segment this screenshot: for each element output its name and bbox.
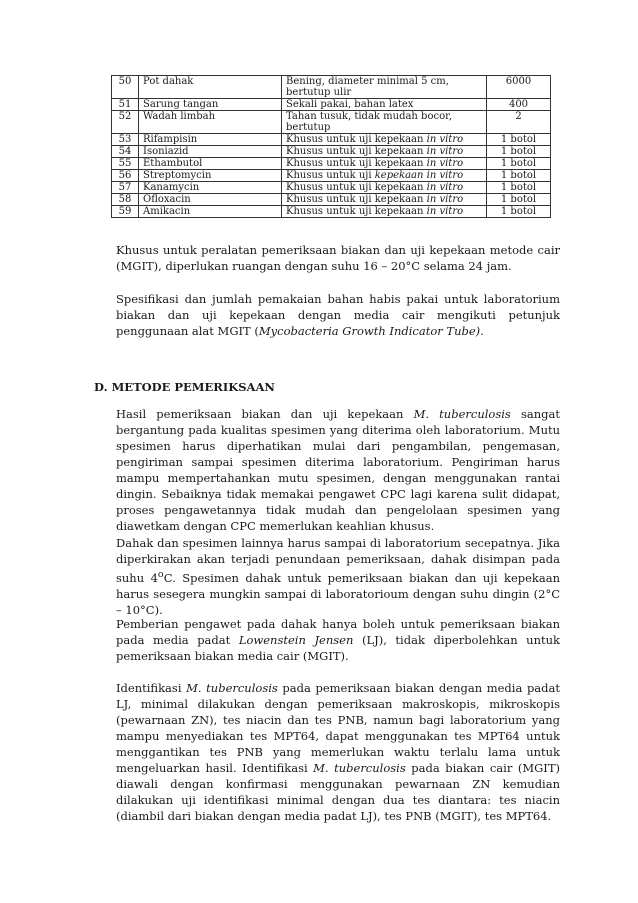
paragraph-italic: M. tuberculosis — [413, 407, 511, 421]
item-quantity: 1 botol — [487, 194, 551, 206]
spec-italic: in vitro — [426, 146, 464, 157]
paragraph-specimen-storage — [116, 535, 560, 618]
item-spec — [282, 158, 487, 170]
section-heading: D. METODE PEMERIKSAAN — [94, 380, 275, 394]
spec-italic: in vitro — [426, 194, 464, 205]
item-spec — [282, 194, 487, 206]
item-name: Wadah limbah — [139, 111, 282, 134]
item-quantity: 1 botol — [487, 158, 551, 170]
item-name: Streptomycin — [139, 170, 282, 182]
item-spec: Bening, diameter minimal 5 cm, bertutup ulir — [282, 76, 487, 99]
item-name: Pot dahak — [139, 76, 282, 99]
paragraph-italic: Lowenstein Jensen — [238, 633, 354, 647]
item-quantity: 6000 — [487, 76, 551, 99]
degree-superscript: o — [157, 569, 164, 580]
item-quantity: 1 botol — [487, 170, 551, 182]
row-number: 59 — [112, 206, 139, 218]
paragraph-text: C. Spesimen dahak untuk pemeriksaan biakan dan uji kepekaan harus sesegera mungkin sampai di laboratorioum dengan suhu dingin (2°C – 10°C). — [116, 570, 561, 617]
item-spec — [282, 146, 487, 158]
spec-italic: in vitro — [426, 182, 464, 193]
spec-text: Khusus untuk uji kepekaan — [286, 134, 427, 145]
item-quantity: 1 botol — [487, 206, 551, 218]
paragraph-italic: M. tuberculosis — [186, 681, 278, 695]
row-number: 52 — [112, 111, 139, 134]
table-row — [112, 170, 551, 182]
paragraph-text: Dahak dan spesimen lainnya harus sampai di laboratorium secepatnya. Jika diperkirakan akan terjadi penundaan pemeriksaan, dahak disimpan pada suhu 4 — [116, 536, 560, 585]
item-quantity: 1 botol — [487, 182, 551, 194]
item-name: Isoniazid — [139, 146, 282, 158]
row-number: 50 — [112, 76, 139, 99]
paragraph-text: Hasil pemeriksaan biakan dan uji kepekaan — [116, 407, 414, 421]
table-row — [112, 76, 551, 99]
paragraph-identification — [116, 680, 560, 824]
paragraph-italic: Mycobacteria Growth Indicator Tube). — [258, 324, 484, 338]
materials-table — [111, 75, 551, 218]
spec-text: Khusus untuk uji kepekaan — [286, 158, 427, 169]
item-name: Sarung tangan — [139, 99, 282, 111]
item-quantity: 1 botol — [487, 146, 551, 158]
item-spec — [282, 170, 487, 182]
item-name: Amikacin — [139, 206, 282, 218]
item-spec: Sekali pakai, bahan latex — [282, 99, 487, 111]
row-number: 56 — [112, 170, 139, 182]
table-row — [112, 206, 551, 218]
table-row — [112, 99, 551, 111]
spec-italic: kepekaan in vitro — [374, 170, 464, 181]
paragraph-preservative — [116, 616, 560, 664]
item-quantity: 1 botol — [487, 134, 551, 146]
spec-text: Khusus untuk uji kepekaan — [286, 182, 427, 193]
table-row — [112, 158, 551, 170]
row-number: 54 — [112, 146, 139, 158]
item-quantity: 400 — [487, 99, 551, 111]
spec-text: Khusus untuk uji kepekaan — [286, 194, 427, 205]
item-spec — [282, 134, 487, 146]
item-quantity: 2 — [487, 111, 551, 134]
paragraph-text: Pemberian pengawet pada dahak hanya boleh untuk pemeriksaan biakan pada media padat — [116, 617, 560, 647]
spec-italic: in vitro — [426, 206, 464, 217]
table-row — [112, 194, 551, 206]
item-name: Kanamycin — [139, 182, 282, 194]
table-row — [112, 111, 551, 134]
row-number: 53 — [112, 134, 139, 146]
paragraph-text: (LJ), tidak diperbolehkan untuk pemeriksaan biakan media cair (MGIT). — [116, 633, 560, 663]
paragraph-italic: M. tuberculosis — [313, 761, 406, 775]
paragraph-text: Identifikasi — [116, 681, 187, 695]
item-spec — [282, 206, 487, 218]
item-name: Ofloxacin — [139, 194, 282, 206]
row-number: 57 — [112, 182, 139, 194]
item-name: Rifampisin — [139, 134, 282, 146]
paragraph-text: sangat bergantung pada kualitas spesimen yang diterima oleh laboratorium. Mutu spesimen harus diperhatikan mulai dari pengambilan, pengemasan, pengiriman sampai spesimen diterima laboratorium. Pengiriman harus mampu mempertahankan mutu spesimen, dengan menggunakan rantai dingin. Sebaiknya tidak memakai pengawet CPC lagi karena sulit didapat, proses pengawetannya tidak mudah dan pengelolaan spesimen yang diawetkam dengan CPC memerlukan keahlian khusus. — [116, 407, 560, 533]
table-row — [112, 146, 551, 158]
table-row — [112, 182, 551, 194]
row-number: 55 — [112, 158, 139, 170]
spec-text: Khusus untuk uji kepekaan — [286, 206, 427, 217]
spec-italic: in vitro — [426, 134, 464, 145]
item-spec — [282, 182, 487, 194]
table-row — [112, 134, 551, 146]
row-number: 58 — [112, 194, 139, 206]
paragraph-text: Spesifikasi dan jumlah pemakaian bahan habis pakai untuk laboratorium biakan dan uji kepekaan dengan media cair mengikuti petunjuk penggunaan alat MGIT ( — [116, 292, 560, 338]
paragraph-consumables — [116, 291, 560, 339]
paragraph-text: pada pemeriksaan biakan dengan media padat LJ, minimal dilakukan dengan pemeriksaan makroskopis, mikroskopis (pewarnaan ZN), tes niacin dan tes PNB, namun bagi laboratorium yang mampu menyediakan tes MPT64, dapat menggunakan tes MPT64 untuk menggantikan tes PNB yang memerlukan waktu terlalu lama untuk mengeluarkan hasil. Identifikasi — [116, 681, 561, 775]
spec-text: Khusus untuk uji kepekaan — [286, 146, 427, 157]
item-name: Ethambutol — [139, 158, 282, 170]
spec-text: Khusus untuk uji — [286, 170, 375, 181]
spec-italic: in vitro — [426, 158, 464, 169]
paragraph-mgit-room: Khusus untuk peralatan pemeriksaan biakan dan uji kepekaan metode cair (MGIT), diperlukan ruangan dengan suhu 16 – 20°C selama 24 jam. — [116, 243, 560, 273]
item-spec: Tahan tusuk, tidak mudah bocor, bertutup — [282, 111, 487, 134]
paragraph-text: pada biakan cair (MGIT) diawali dengan konfirmasi menggunakan pewarnaan ZN kemudian dilakukan uji identifikasi minimal dengan dua tes diantara: tes niacin (diambil dari biakan dengan media padat LJ), tes PNB (MGIT), tes MPT64. — [116, 761, 560, 823]
row-number: 51 — [112, 99, 139, 111]
paragraph-specimen-quality — [116, 406, 560, 534]
